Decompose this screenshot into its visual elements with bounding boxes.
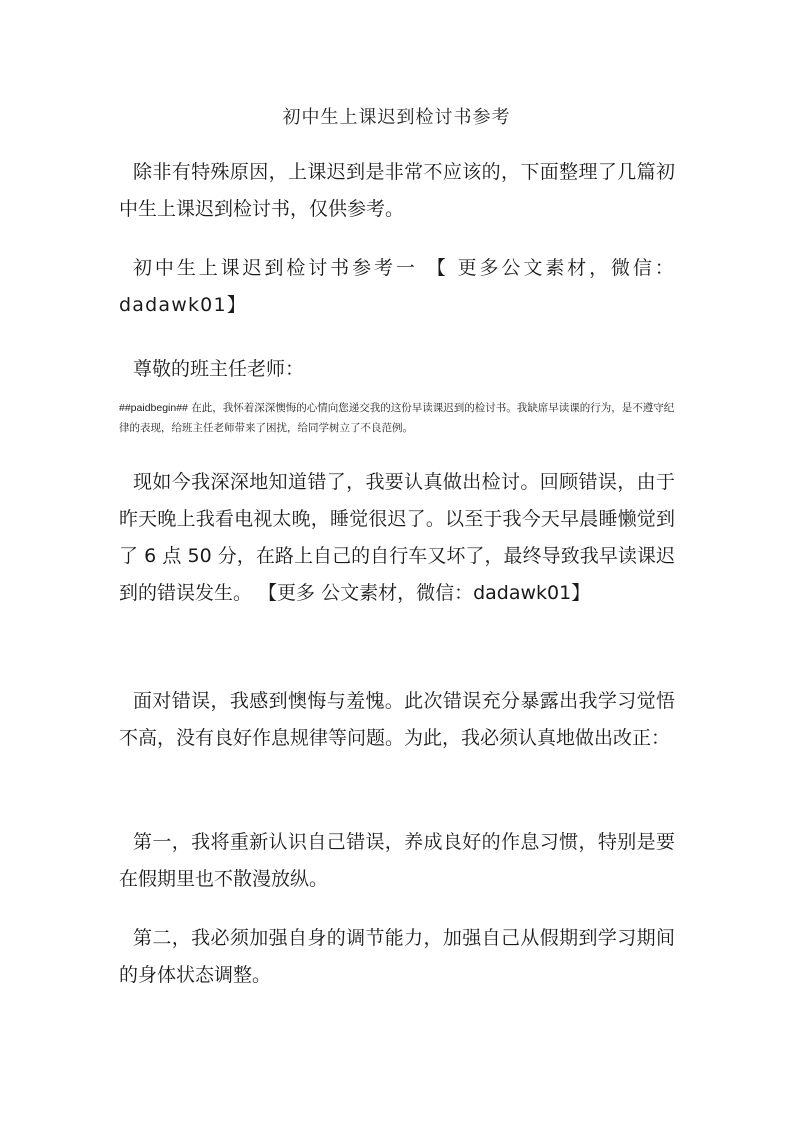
document-title: 初中生上课迟到检讨书参考: [282, 107, 511, 128]
salutation: 尊敬的班主任老师：: [133, 358, 305, 380]
section-heading: 初中生上课迟到检讨书参考一 【 更多公文素材，微信：dadawk01】: [119, 257, 675, 316]
small-print-paragraph: [119, 398, 679, 438]
intro-paragraph: 除非有特殊原因，上课迟到是非常不应该的，下面整理了几篇初中生上课迟到检讨书，仅供参考。: [119, 161, 675, 220]
body-paragraph-2: 面对错误，我感到懊悔与羞愧。此次错误充分暴露出我学习觉悟不高，没有良好作息规律等问题。为此，我必须认真地做出改正：: [119, 690, 675, 749]
body-paragraph-1: 现如今我深深地知道错了，我要认真做出检讨。回顾错误，由于昨天晚上我看电视太晚，睡觉很迟了。以至于我今天早晨睡懒觉到了 6 点 50 分，在路上自己的自行车又坏了，最终导致我早读课迟到的错误发生。 【更多 公文素材，微信：dadawk01】: [119, 471, 675, 604]
body-paragraph-3: 第一，我将重新认识自己错误，养成良好的作息习惯，特别是要在假期里也不散漫放纵。: [119, 831, 675, 890]
paid-begin-marker: ##paidbegin##: [119, 402, 188, 414]
small-print-text: 在此，我怀着深深懊悔的心情向您递交我的这份早读课迟到的检讨书。我缺席早读课的行为，是不遵守纪律的表现，给班主任老师带来了困扰，给同学树立了不良范例。: [119, 402, 675, 434]
body-paragraph-4: 第二，我必须加强自身的调节能力，加强自己从假期到学习期间的身体状态调整。: [119, 927, 675, 986]
